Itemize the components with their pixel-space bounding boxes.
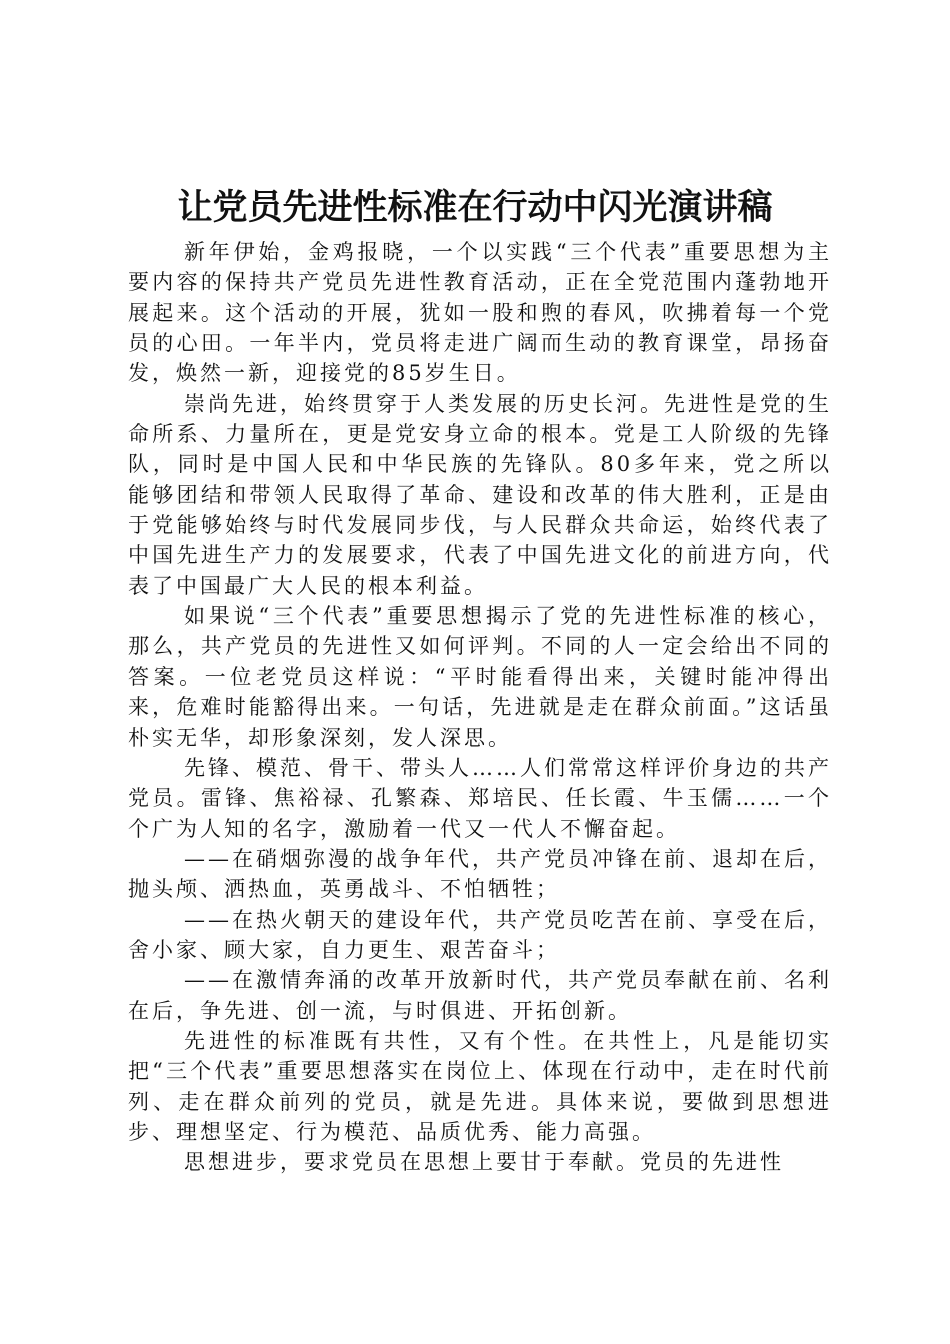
paragraph: 崇尚先进，始终贯穿于人类发展的历史长河。先进性是党的生命所系、力量所在，更是党安身立命的根本。党是工人阶级的先锋队，同时是中国人民和中华民族的先锋队。80多年来，党之所以能够团结和带领人民取得了革命、建设和改革的伟大胜利，正是由于党能够始终与时代发展同步伐，与人民群众共命运，始终代表了中国先进生产力的发展要求，代表了中国先进文化的前进方向，代表了中国最广大人民的根本利益。 — [128, 391, 832, 598]
document-title: 让党员先进性标准在行动中闪光演讲稿 — [177, 188, 773, 228]
paragraph: 如果说“三个代表”重要思想揭示了党的先进性标准的核心，那么，共产党员的先进性又如何评判。不同的人一定会给出不同的答案。一位老党员这样说：“平时能看得出来，关键时能冲得出来，危难时能豁得出来。一句话，先进就是走在群众前面。”这话虽朴实无华，却形象深刻，发人深思。 — [128, 604, 832, 750]
paragraph: ——在热火朝天的建设年代，共产党员吃苦在前、享受在后，舍小家、顾大家，自力更生、艰苦奋斗； — [128, 907, 832, 962]
paragraph: 思想进步，要求党员在思想上要甘于奉献。党员的先进性 — [184, 1150, 784, 1175]
paragraph: 先进性的标准既有共性，又有个性。在共性上，凡是能切实把“三个代表”重要思想落实在岗位上、体现在行动中，走在时代前列、走在群众前列的党员，就是先进。具体来说，要做到思想进步、理想坚定、行为模范、品质优秀、能力高强。 — [128, 1028, 832, 1144]
paragraph: ——在激情奔涌的改革开放新时代，共产党员奉献在前、名利在后，争先进、创一流，与时俱进、开拓创新。 — [128, 968, 832, 1023]
paragraph: 新年伊始，金鸡报晓，一个以实践“三个代表”重要思想为主要内容的保持共产党员先进性教育活动，正在全党范围内蓬勃地开展起来。这个活动的开展，犹如一股和煦的春风，吹拂着每一个党员的心田。一年半内，党员将走进广阔而生动的教育课堂，昂扬奋发，焕然一新，迎接党的85岁生日。 — [128, 240, 832, 386]
paragraph: ——在硝烟弥漫的战争年代，共产党员冲锋在前、退却在后，抛头颅、洒热血，英勇战斗、不怕牺牲； — [128, 846, 832, 902]
paragraph: 先锋、模范、骨干、带头人……人们常常这样评价身边的共产党员。雷锋、焦裕禄、孔繁森、郑培民、任长霞、牛玉儒……一个个广为人知的名字，激励着一代又一代人不懈奋起。 — [128, 755, 832, 841]
document-body — [128, 237, 832, 1178]
